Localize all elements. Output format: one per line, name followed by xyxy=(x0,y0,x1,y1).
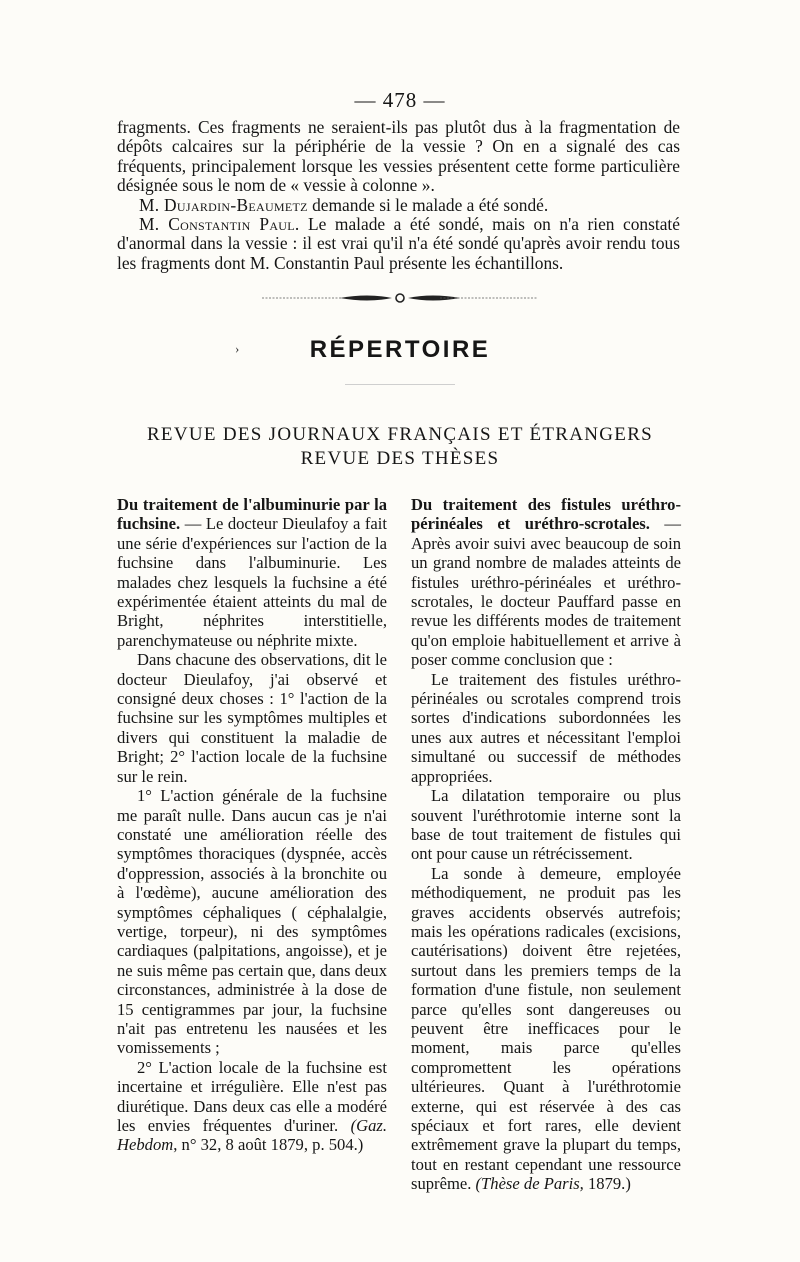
citation-details: 1879.) xyxy=(583,1174,631,1194)
speech-text: demande si le malade a été sondé. xyxy=(307,194,549,215)
article-paragraph: La dilatation temporaire ou plus souvent l'uréthrotomie interne sont la base de tout traitement de fistules qui ont pour cause un rétrécissement. xyxy=(411,786,681,864)
article-paragraph xyxy=(117,495,387,650)
article-text: La sonde à demeure, employée méthodiquement, ne produit pas les graves accidents observés autrefois; mais les opérations radicales (excisions, cautérisations) doivent être rejetées, surtout dans les premiers temps de la formation d'une fistule, non seulement parce qu'elles sont dangereuses ou peuvent être inefficaces pour le moment, mais parce qu'elles compromettent les opérations ultérieures. Quant à l'uréthrotomie externe, qui est réservée à des cas spéciaux et fort rares, elle devient extrêmement grave la plupart du temps, tout en restant cependant une ressource suprême. xyxy=(411,863,681,1194)
speaker-name: M. Constantin Paul. xyxy=(139,214,300,235)
left-column xyxy=(117,495,387,1155)
article-heading: Du traitement de l'albuminurie par la fuchsine. xyxy=(117,495,387,534)
intro-paragraph: fragments. Ces fragments ne seraient-ils pas plutôt dus à la fragmentation de dépôts calcaires sur la périphérie de la vessie ? On en a signalé des cas fréquents, principalement lorsque les vessies présentent cette forme particulière désignée sous le nom de « vessie à colonne ». xyxy=(117,117,680,196)
article-paragraph: Le traitement des fistules uréthro-périnéales ou scrotales comprend trois sortes d'indications subordonnées les unes aux autres et nécessitant l'emploi simultané ou successif de méthodes appropriées. xyxy=(411,669,681,786)
speech-text: Le malade a été sondé, mais on n'a rien constaté d'anormal dans la vessie : il est vrai qu'il n'a été sondé qu'après avoir rendu tous les fragments dont M. Constantin Paul présente les échantillons. xyxy=(117,214,680,273)
article-text: — Le docteur Dieulafoy a fait une série d'expériences sur l'action de la fuchsine dans l'albuminurie. Les malades chez lesquels la fuchsine a été expérimentée étaient atteints du mal de Bright, néphrites interstitielle, parenchymateuse ou néphrite mixte. xyxy=(117,514,387,650)
article-paragraph: 1° L'action générale de la fuchsine me paraît nulle. Dans aucun cas je n'ai constaté une amélioration réelle des symptômes thoraciques (dyspnée, accès d'oppression, associés à la bronchite ou à l'œdème), aucune amélioration des symptômes céphaliques ( céphalalgie, vertige, torpeur), ni des symptômes cardiaques (palpitations, angoisse), et je ne suis même pas certain que, dans deux circonstances, administrée à la dose de 15 centigrammes par jour, la fuchsine n'ait pas entretenu les nausées et les vomissements ; xyxy=(117,786,387,1058)
article-paragraph xyxy=(411,495,681,670)
citation: (Thèse de Paris, xyxy=(475,1174,584,1194)
article-text: — Après avoir suivi avec beaucoup de soin un grand nombre de malades atteints de fistules uréthro-périnéales et uréthro-scrotales, le docteur Pauffard passe en revue les différents modes de traitement qu'on emploie habituellement et arrive à poser comme conclusion que : xyxy=(411,514,681,670)
speaker-name: M. Dujardin-Beaumetz xyxy=(139,194,308,215)
citation-details: , n° 32, 8 août 1879, p. 504.) xyxy=(173,1135,364,1155)
stray-mark: › xyxy=(235,341,240,356)
article-heading: Du traitement des fistules uréthro-périnéales et uréthro-scrotales. xyxy=(411,495,681,534)
subtitle-theses: REVUE DES THÈSES xyxy=(300,448,500,469)
citation: (Gaz. Hebdom xyxy=(117,1116,387,1155)
title-rule xyxy=(345,384,455,385)
article-text: 2° L'action locale de la fuchsine est incertaine et irrégulière. Elle n'est pas diurétique. Dans deux cas elle a modéré les envies fréquentes d'uriner. xyxy=(117,1057,387,1135)
subtitle-journals: REVUE DES JOURNAUX FRANÇAIS ET ÉTRANGERS xyxy=(146,424,654,445)
ornamental-divider xyxy=(0,292,800,304)
intro-paragraph xyxy=(117,215,680,273)
intro-paragraph xyxy=(117,196,680,215)
right-column xyxy=(411,495,681,1194)
intro-text xyxy=(117,118,680,273)
article-paragraph: Dans chacune des observations, dit le docteur Dieulafoy, j'ai observé et consigné deux choses : 1° l'action de la fuchsine sur les symptômes multiples et divers qui constituent la maladie de Bright; 2° l'action locale de la fuchsine sur le rein. xyxy=(117,650,387,786)
section-title: RÉPERTOIRE xyxy=(309,336,491,363)
page-number: — 478 — xyxy=(354,88,446,112)
article-paragraph xyxy=(411,864,681,1194)
article-paragraph xyxy=(117,1058,387,1155)
